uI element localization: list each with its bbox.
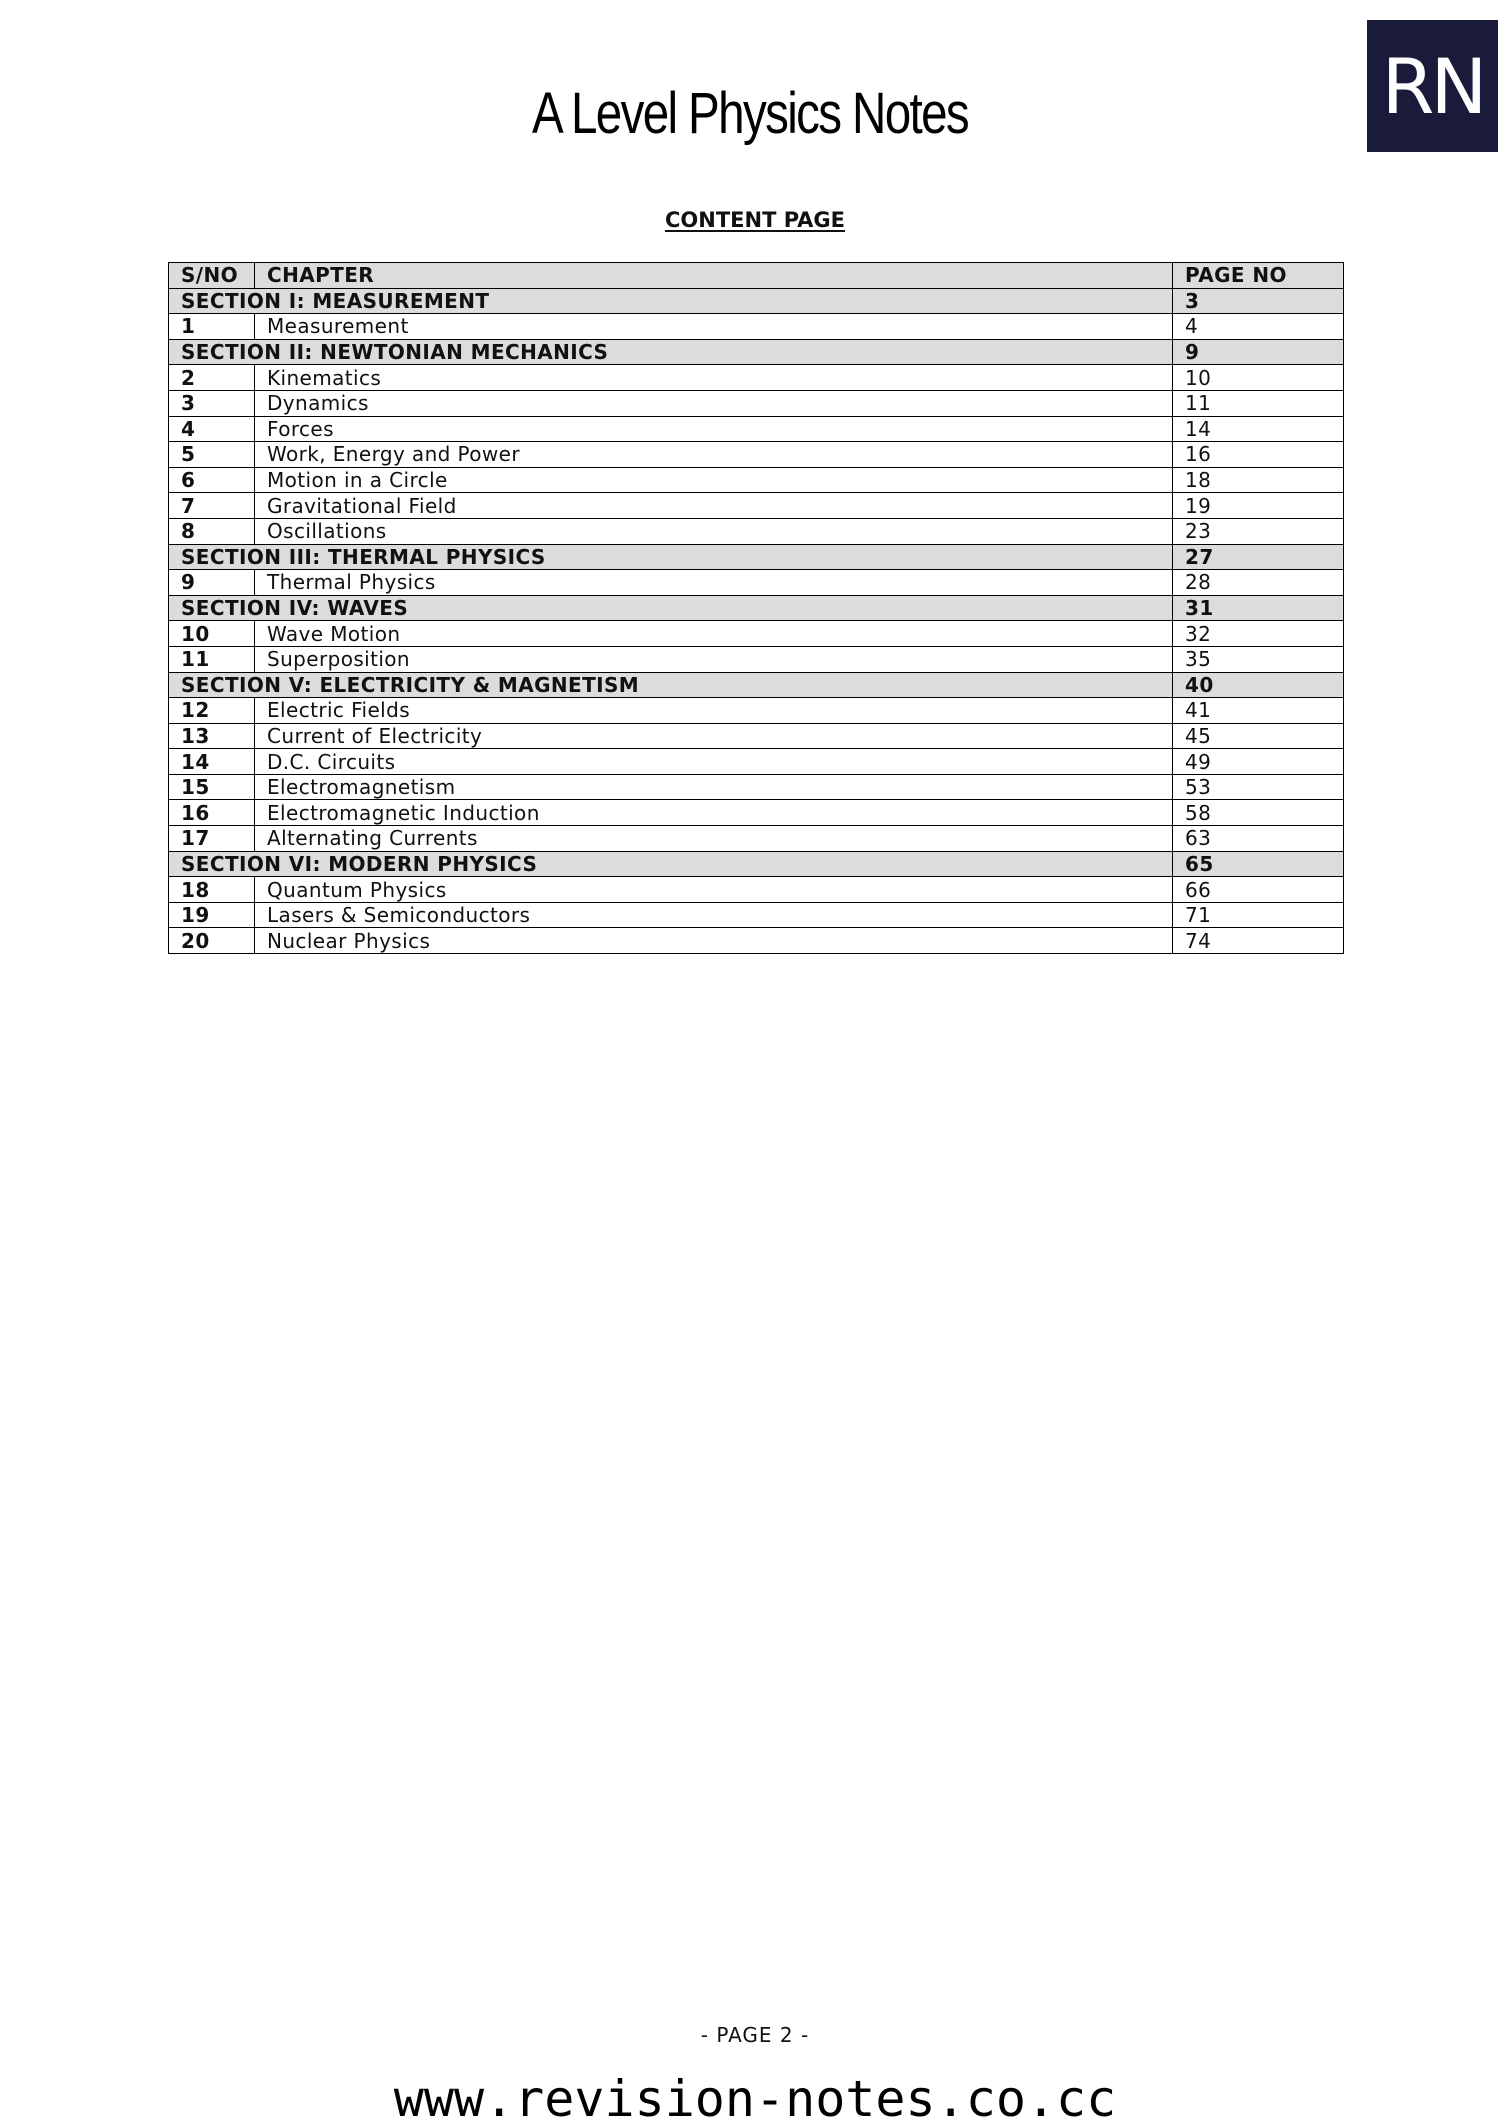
- chapter-sno: 14: [169, 749, 255, 775]
- section-row: [169, 672, 1344, 698]
- section-page-number: 65: [1173, 851, 1344, 877]
- section-row: [169, 288, 1344, 314]
- section-title: SECTION I: MEASUREMENT: [169, 288, 1173, 314]
- chapter-name: Kinematics: [255, 365, 1173, 391]
- section-row: [169, 851, 1344, 877]
- chapter-name: Lasers & Semiconductors: [255, 902, 1173, 928]
- table-row: [169, 928, 1344, 954]
- table-row: [169, 570, 1344, 596]
- table-row: [169, 902, 1344, 928]
- contents-table: [168, 262, 1344, 954]
- header-sno: S/NO: [169, 263, 255, 289]
- chapter-sno: 16: [169, 800, 255, 826]
- chapter-page-number: 4: [1173, 314, 1344, 340]
- chapter-name: Wave Motion: [255, 621, 1173, 647]
- chapter-sno: 19: [169, 902, 255, 928]
- section-page-number: 27: [1173, 544, 1344, 570]
- table-row: [169, 467, 1344, 493]
- chapter-sno: 8: [169, 518, 255, 544]
- table-row: [169, 442, 1344, 468]
- chapter-name: Measurement: [255, 314, 1173, 340]
- section-title: SECTION IV: WAVES: [169, 595, 1173, 621]
- table-row: [169, 390, 1344, 416]
- table-row: [169, 826, 1344, 852]
- rn-logo: [1367, 20, 1498, 152]
- chapter-name: Nuclear Physics: [255, 928, 1173, 954]
- chapter-page-number: 19: [1173, 493, 1344, 519]
- chapter-name: Electric Fields: [255, 698, 1173, 724]
- chapter-sno: 1: [169, 314, 255, 340]
- chapter-name: Superposition: [255, 646, 1173, 672]
- table-row: [169, 774, 1344, 800]
- chapter-page-number: 32: [1173, 621, 1344, 647]
- table-row: [169, 698, 1344, 724]
- chapter-page-number: 66: [1173, 877, 1344, 903]
- chapter-page-number: 14: [1173, 416, 1344, 442]
- section-title: SECTION III: THERMAL PHYSICS: [169, 544, 1173, 570]
- section-page-number: 9: [1173, 339, 1344, 365]
- chapter-sno: 3: [169, 390, 255, 416]
- table-row: [169, 493, 1344, 519]
- table-header-row: [169, 263, 1344, 289]
- table-row: [169, 646, 1344, 672]
- table-row: [169, 416, 1344, 442]
- chapter-name: Gravitational Field: [255, 493, 1173, 519]
- chapter-name: Alternating Currents: [255, 826, 1173, 852]
- chapter-page-number: 16: [1173, 442, 1344, 468]
- chapter-sno: 9: [169, 570, 255, 596]
- chapter-name: Electromagnetism: [255, 774, 1173, 800]
- table-row: [169, 365, 1344, 391]
- chapter-page-number: 18: [1173, 467, 1344, 493]
- chapter-page-number: 58: [1173, 800, 1344, 826]
- section-title: SECTION VI: MODERN PHYSICS: [169, 851, 1173, 877]
- chapter-sno: 10: [169, 621, 255, 647]
- chapter-page-number: 49: [1173, 749, 1344, 775]
- chapter-page-number: 71: [1173, 902, 1344, 928]
- chapter-sno: 13: [169, 723, 255, 749]
- chapter-sno: 12: [169, 698, 255, 724]
- chapter-sno: 7: [169, 493, 255, 519]
- content-page-heading: CONTENT PAGE: [664, 208, 846, 232]
- chapter-sno: 18: [169, 877, 255, 903]
- chapter-name: Motion in a Circle: [255, 467, 1173, 493]
- logo-text: RN: [1381, 41, 1484, 131]
- chapter-page-number: 35: [1173, 646, 1344, 672]
- section-page-number: 31: [1173, 595, 1344, 621]
- chapter-sno: 20: [169, 928, 255, 954]
- document-title: A Level Physics Notes: [531, 81, 969, 146]
- chapter-page-number: 10: [1173, 365, 1344, 391]
- table-row: [169, 314, 1344, 340]
- chapter-sno: 6: [169, 467, 255, 493]
- chapter-name: Work, Energy and Power: [255, 442, 1173, 468]
- chapter-page-number: 41: [1173, 698, 1344, 724]
- section-page-number: 40: [1173, 672, 1344, 698]
- website-url: www.revision-notes.co.cc: [393, 2070, 1117, 2128]
- chapter-name: D.C. Circuits: [255, 749, 1173, 775]
- section-page-number: 3: [1173, 288, 1344, 314]
- chapter-name: Current of Electricity: [255, 723, 1173, 749]
- chapter-page-number: 11: [1173, 390, 1344, 416]
- section-title: SECTION V: ELECTRICITY & MAGNETISM: [169, 672, 1173, 698]
- chapter-sno: 15: [169, 774, 255, 800]
- section-title: SECTION II: NEWTONIAN MECHANICS: [169, 339, 1173, 365]
- chapter-page-number: 74: [1173, 928, 1344, 954]
- chapter-name: Electromagnetic Induction: [255, 800, 1173, 826]
- chapter-page-number: 28: [1173, 570, 1344, 596]
- chapter-sno: 5: [169, 442, 255, 468]
- chapter-page-number: 53: [1173, 774, 1344, 800]
- header-chapter: CHAPTER: [255, 263, 1173, 289]
- chapter-name: Quantum Physics: [255, 877, 1173, 903]
- page-number: - PAGE 2 -: [700, 2023, 810, 2047]
- chapter-page-number: 45: [1173, 723, 1344, 749]
- chapter-sno: 4: [169, 416, 255, 442]
- chapter-page-number: 63: [1173, 826, 1344, 852]
- table-row: [169, 749, 1344, 775]
- table-row: [169, 877, 1344, 903]
- table-row: [169, 621, 1344, 647]
- chapter-sno: 17: [169, 826, 255, 852]
- section-row: [169, 595, 1344, 621]
- chapter-name: Thermal Physics: [255, 570, 1173, 596]
- table-row: [169, 723, 1344, 749]
- header-page-no: PAGE NO: [1173, 263, 1344, 289]
- chapter-page-number: 23: [1173, 518, 1344, 544]
- chapter-name: Dynamics: [255, 390, 1173, 416]
- chapter-sno: 2: [169, 365, 255, 391]
- chapter-sno: 11: [169, 646, 255, 672]
- table-row: [169, 518, 1344, 544]
- section-row: [169, 339, 1344, 365]
- chapter-name: Forces: [255, 416, 1173, 442]
- chapter-name: Oscillations: [255, 518, 1173, 544]
- section-row: [169, 544, 1344, 570]
- table-row: [169, 800, 1344, 826]
